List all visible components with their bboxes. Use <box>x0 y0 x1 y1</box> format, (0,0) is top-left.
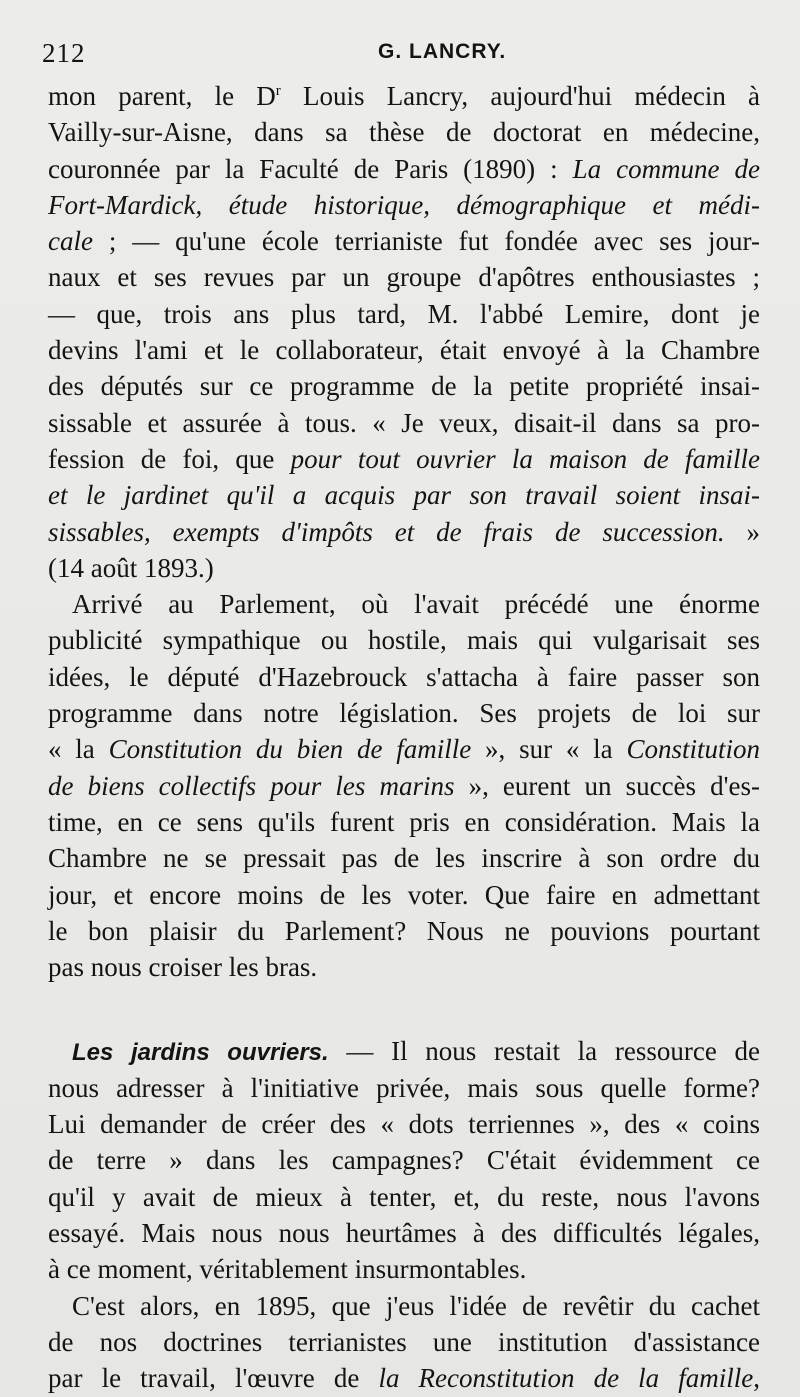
text-line <box>48 1324 760 1360</box>
line-text: devins l'ami et le collaborateur, était envoyé à la Chambre <box>48 335 760 366</box>
line-text: mon parent, le D <box>48 81 276 111</box>
italic-text: de biens collectifs pour les marins <box>48 770 455 801</box>
text-line <box>48 405 760 441</box>
italic-text: la Reconstitution de la famille <box>378 1363 754 1394</box>
line-text: par le travail, l'œuvre de <box>48 1363 379 1394</box>
text-line <box>48 368 760 404</box>
line-text: couronnée par la Faculté de Paris (1890) : <box>48 153 573 184</box>
text-line <box>48 332 760 368</box>
line-text: nous adresser à l'initiative privée, mais sous quelle forme? <box>48 1072 760 1103</box>
line-text: programme dans notre législation. Ses projets de loi sur <box>48 698 760 729</box>
line-text: Chambre ne se pressait pas de les inscrire à son ordre du <box>48 843 760 874</box>
text-line <box>48 514 760 550</box>
line-text: qu'il y avait de mieux à tenter, et, du reste, nous l'avons <box>48 1181 760 1212</box>
line-text: sissable et assurée à tous. « Je veux, disait-il dans sa pro- <box>48 407 760 438</box>
text-line <box>48 441 760 477</box>
text-line <box>48 586 760 622</box>
page-number: 212 <box>42 38 86 68</box>
text-line <box>48 151 760 187</box>
line-text: à ce moment, véritablement insurmontables. <box>48 1254 527 1285</box>
line-text: , <box>753 1363 761 1394</box>
line-text: », sur « la <box>471 734 627 765</box>
line-text: — que, trois ans plus tard, M. l'abbé Lemire, dont je <box>48 298 760 329</box>
line-text: time, en ce sens qu'ils furent pris en considération. Mais la <box>48 806 760 837</box>
text-line <box>48 768 760 804</box>
line-text: Lui demander de créer des « dots terriennes », des « coins <box>48 1109 760 1140</box>
text-line <box>48 804 760 840</box>
line-text: « la <box>48 734 109 765</box>
line-text: », eurent un succès d'es- <box>454 770 760 801</box>
text-line <box>48 550 760 586</box>
paragraph-3 <box>48 1070 760 1288</box>
italic-text: Fort-Mardick, étude historique, démographique et médi- <box>48 189 760 220</box>
text-line <box>48 877 760 913</box>
superscript-text: r <box>275 83 281 99</box>
text-line <box>48 1251 760 1287</box>
text-line <box>48 1106 760 1142</box>
text-line <box>48 477 760 513</box>
text-line <box>48 659 760 695</box>
text-line <box>48 731 760 767</box>
text-line <box>48 78 760 114</box>
italic-text: La commune de <box>572 153 760 184</box>
section-first-line-text: — Il nous restait la ressource de <box>328 1036 760 1067</box>
body-text <box>48 78 760 1396</box>
line-text: jour, et encore moins de les voter. Que faire en admettant <box>48 879 760 910</box>
paragraph-4 <box>48 1288 760 1397</box>
line-text: idées, le député d'Hazebrouck s'attacha à faire passer son <box>48 661 760 692</box>
text-line <box>48 114 760 150</box>
italic-text: Constitution <box>626 734 760 765</box>
line-text: (14 août 1893.) <box>48 552 214 583</box>
text-line <box>48 187 760 223</box>
italic-text: Constitution du bien de famille <box>108 734 472 765</box>
text-line <box>48 1215 760 1251</box>
italic-text: et le jardinet qu'il a acquis par son travail soient insai- <box>48 480 760 511</box>
paragraph-2 <box>48 586 760 985</box>
text-line <box>48 695 760 731</box>
italic-text: pour tout ouvrier la maison de famille <box>290 443 761 474</box>
text-line <box>48 1179 760 1215</box>
text-line <box>48 622 760 658</box>
text-line <box>48 840 760 876</box>
line-text: Louis Lancry, aujourd'hui médecin à <box>280 81 761 111</box>
italic-text: sissables, exempts d'impôts et de frais de succession. <box>48 516 725 547</box>
text-line <box>48 223 760 259</box>
line-text: le bon plaisir du Parlement? Nous ne pouvions pourtant <box>48 915 760 946</box>
line-text: des députés sur ce programme de la petite propriété insai- <box>48 371 760 402</box>
paragraph-1 <box>48 78 760 586</box>
line-text: ; — qu'une école terrianiste fut fondée avec ses jour- <box>92 226 760 257</box>
line-text: Arrivé au Parlement, où l'avait précédé une énorme <box>72 589 760 620</box>
line-text: de terre » dans les campagnes? C'était évidemment ce <box>48 1145 760 1176</box>
text-line <box>48 296 760 332</box>
line-text: » <box>724 516 760 547</box>
line-text: naux et ses revues par un groupe d'apôtres enthousiastes ; <box>48 262 760 293</box>
text-line <box>48 1070 760 1106</box>
running-head: G. LANCRY. <box>378 40 507 63</box>
italic-text: cale <box>48 226 93 257</box>
line-text: essayé. Mais nous nous heurtâmes à des difficultés légales, <box>48 1217 760 1248</box>
line-text: fession de foi, que <box>48 443 291 474</box>
line-text: pas nous croiser les bras. <box>48 952 318 983</box>
section-title: Les jardins ouvriers. <box>72 1039 329 1067</box>
section-heading-line <box>48 1033 760 1069</box>
line-text: de nos doctrines terrianistes une institution d'assistance <box>48 1326 760 1357</box>
text-line <box>48 259 760 295</box>
text-line <box>48 949 760 985</box>
text-line <box>48 1360 760 1396</box>
line-text: publicité sympathique ou hostile, mais qui vulgarisait ses <box>48 625 760 656</box>
text-line <box>48 913 760 949</box>
page-header <box>42 30 758 70</box>
text-line <box>48 1288 760 1324</box>
text-line <box>48 1142 760 1178</box>
section-gap <box>48 985 760 1033</box>
line-text: C'est alors, en 1895, que j'eus l'idée de revêtir du cachet <box>72 1290 760 1321</box>
line-text: Vailly-sur-Aisne, dans sa thèse de doctorat en médecine, <box>48 117 760 148</box>
